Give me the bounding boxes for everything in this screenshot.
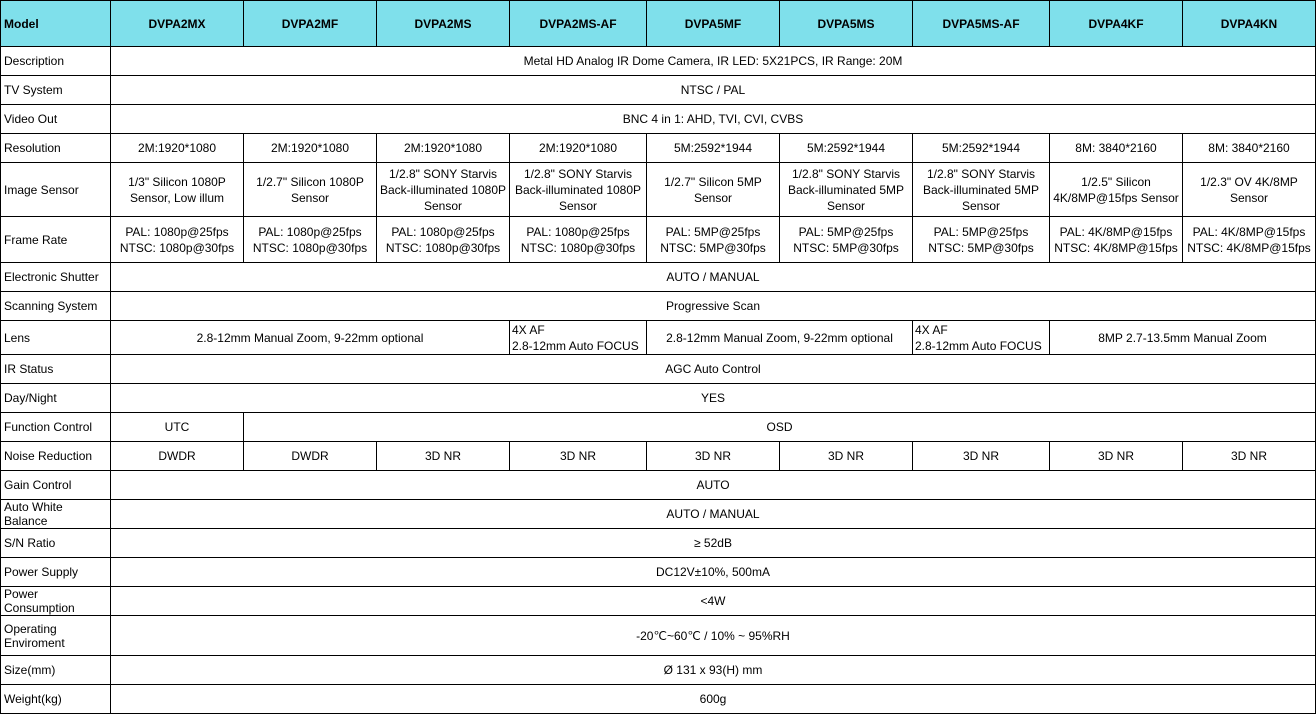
lens-group: 2.8-12mm Manual Zoom, 9-22mm optional bbox=[647, 321, 913, 355]
row-label: S/N Ratio bbox=[1, 529, 111, 558]
cell: 1/2.7" Silicon 5MP Sensor bbox=[647, 163, 780, 217]
row-label: IR Status bbox=[1, 355, 111, 384]
row-label: Video Out bbox=[1, 105, 111, 134]
row-value: NTSC / PAL bbox=[111, 76, 1316, 105]
row-value: Metal HD Analog IR Dome Camera, IR LED: 5X21PCS, IR Range: 20M bbox=[111, 47, 1316, 76]
cell: 2M:1920*1080 bbox=[111, 134, 244, 163]
row-noise-reduction bbox=[1, 442, 1316, 471]
row-value: AGC Auto Control bbox=[111, 355, 1316, 384]
cell: 1/2.8" SONY Starvis Back-illuminated 1080P Sensor bbox=[510, 163, 647, 217]
row-label: Auto White Balance bbox=[1, 500, 111, 529]
cell: DWDR bbox=[244, 442, 377, 471]
row-label: Operating Enviroment bbox=[1, 616, 111, 656]
row-label: Description bbox=[1, 47, 111, 76]
lens-group: 2.8-12mm Manual Zoom, 9-22mm optional bbox=[111, 321, 510, 355]
cell: PAL: 1080p@25fps NTSC: 1080p@30fps bbox=[510, 217, 647, 263]
cell: PAL: 1080p@25fps NTSC: 1080p@30fps bbox=[111, 217, 244, 263]
model-header: DVPA2MS-AF bbox=[510, 1, 647, 47]
row-operating-environment bbox=[1, 616, 1316, 656]
cell: 8M: 3840*2160 bbox=[1183, 134, 1316, 163]
cell: PAL: 5MP@25fps NTSC: 5MP@30fps bbox=[780, 217, 913, 263]
row-power-supply bbox=[1, 558, 1316, 587]
header-label: Model bbox=[1, 1, 111, 47]
row-value: Ø 131 x 93(H) mm bbox=[111, 656, 1316, 685]
header-row bbox=[1, 1, 1316, 47]
row-value: <4W bbox=[111, 587, 1316, 616]
row-description bbox=[1, 47, 1316, 76]
row-label: Image Sensor bbox=[1, 163, 111, 217]
row-value: Progressive Scan bbox=[111, 292, 1316, 321]
row-label: Noise Reduction bbox=[1, 442, 111, 471]
model-header: DVPA5MS bbox=[780, 1, 913, 47]
row-value: AUTO / MANUAL bbox=[111, 263, 1316, 292]
lens-group: 4X AF 2.8-12mm Auto FOCUS bbox=[913, 321, 1050, 355]
model-header: DVPA5MF bbox=[647, 1, 780, 47]
row-value: 600g bbox=[111, 685, 1316, 714]
model-header: DVPA2MS bbox=[377, 1, 510, 47]
row-label: Frame Rate bbox=[1, 217, 111, 263]
cell: PAL: 4K/8MP@15fps NTSC: 4K/8MP@15fps bbox=[1183, 217, 1316, 263]
cell: PAL: 1080p@25fps NTSC: 1080p@30fps bbox=[244, 217, 377, 263]
cell: 3D NR bbox=[913, 442, 1050, 471]
cell: 5M:2592*1944 bbox=[647, 134, 780, 163]
row-ir-status bbox=[1, 355, 1316, 384]
model-header: DVPA2MF bbox=[244, 1, 377, 47]
cell: 1/2.5" Silicon 4K/8MP@15fps Sensor bbox=[1050, 163, 1183, 217]
cell: PAL: 5MP@25fps NTSC: 5MP@30fps bbox=[913, 217, 1050, 263]
function-group: OSD bbox=[244, 413, 1316, 442]
row-weight bbox=[1, 685, 1316, 714]
row-size bbox=[1, 656, 1316, 685]
row-tv-system bbox=[1, 76, 1316, 105]
cell: 5M:2592*1944 bbox=[913, 134, 1050, 163]
row-value: DC12V±10%, 500mA bbox=[111, 558, 1316, 587]
cell: DWDR bbox=[111, 442, 244, 471]
lens-group: 8MP 2.7-13.5mm Manual Zoom bbox=[1050, 321, 1316, 355]
model-header: DVPA2MX bbox=[111, 1, 244, 47]
cell: 8M: 3840*2160 bbox=[1050, 134, 1183, 163]
row-label: Weight(kg) bbox=[1, 685, 111, 714]
row-label: Power Supply bbox=[1, 558, 111, 587]
cell: 3D NR bbox=[377, 442, 510, 471]
row-video-out bbox=[1, 105, 1316, 134]
cell: 3D NR bbox=[780, 442, 913, 471]
cell: 5M:2592*1944 bbox=[780, 134, 913, 163]
cell: PAL: 1080p@25fps NTSC: 1080p@30fps bbox=[377, 217, 510, 263]
cell: 1/2.8" SONY Starvis Back-illuminated 5MP Sensor bbox=[913, 163, 1050, 217]
row-label: Resolution bbox=[1, 134, 111, 163]
cell: PAL: 5MP@25fps NTSC: 5MP@30fps bbox=[647, 217, 780, 263]
row-auto-white-balance bbox=[1, 500, 1316, 529]
cell: 1/2.3" OV 4K/8MP Sensor bbox=[1183, 163, 1316, 217]
cell: 3D NR bbox=[647, 442, 780, 471]
row-power-consumption bbox=[1, 587, 1316, 616]
row-label: TV System bbox=[1, 76, 111, 105]
row-image-sensor bbox=[1, 163, 1316, 217]
row-gain-control bbox=[1, 471, 1316, 500]
row-label: Gain Control bbox=[1, 471, 111, 500]
row-value: -20℃~60℃ / 10% ~ 95%RH bbox=[111, 616, 1316, 656]
cell: 3D NR bbox=[1050, 442, 1183, 471]
row-function-control bbox=[1, 413, 1316, 442]
row-sn-ratio bbox=[1, 529, 1316, 558]
lens-group: 4X AF 2.8-12mm Auto FOCUS bbox=[510, 321, 647, 355]
cell: 2M:1920*1080 bbox=[244, 134, 377, 163]
row-label: Function Control bbox=[1, 413, 111, 442]
row-resolution bbox=[1, 134, 1316, 163]
model-header: DVPA5MS-AF bbox=[913, 1, 1050, 47]
row-value: AUTO bbox=[111, 471, 1316, 500]
cell: 1/2.8" SONY Starvis Back-illuminated 5MP Sensor bbox=[780, 163, 913, 217]
row-value: BNC 4 in 1: AHD, TVI, CVI, CVBS bbox=[111, 105, 1316, 134]
model-header: DVPA4KN bbox=[1183, 1, 1316, 47]
row-label: Power Consumption bbox=[1, 587, 111, 616]
cell: 1/3" Silicon 1080P Sensor, Low illum bbox=[111, 163, 244, 217]
row-label: Scanning System bbox=[1, 292, 111, 321]
cell: 2M:1920*1080 bbox=[510, 134, 647, 163]
function-group: UTC bbox=[111, 413, 244, 442]
row-label: Electronic Shutter bbox=[1, 263, 111, 292]
row-scanning-system bbox=[1, 292, 1316, 321]
row-value: AUTO / MANUAL bbox=[111, 500, 1316, 529]
row-electronic-shutter bbox=[1, 263, 1316, 292]
cell: 3D NR bbox=[1183, 442, 1316, 471]
cell: 3D NR bbox=[510, 442, 647, 471]
model-header: DVPA4KF bbox=[1050, 1, 1183, 47]
row-frame-rate bbox=[1, 217, 1316, 263]
row-value: YES bbox=[111, 384, 1316, 413]
row-label: Size(mm) bbox=[1, 656, 111, 685]
row-day-night bbox=[1, 384, 1316, 413]
cell: 1/2.7" Silicon 1080P Sensor bbox=[244, 163, 377, 217]
row-value: ≥ 52dB bbox=[111, 529, 1316, 558]
row-label: Day/Night bbox=[1, 384, 111, 413]
cell: 1/2.8" SONY Starvis Back-illuminated 1080P Sensor bbox=[377, 163, 510, 217]
cell: PAL: 4K/8MP@15fps NTSC: 4K/8MP@15fps bbox=[1050, 217, 1183, 263]
row-label: Lens bbox=[1, 321, 111, 355]
cell: 2M:1920*1080 bbox=[377, 134, 510, 163]
row-lens bbox=[1, 321, 1316, 355]
